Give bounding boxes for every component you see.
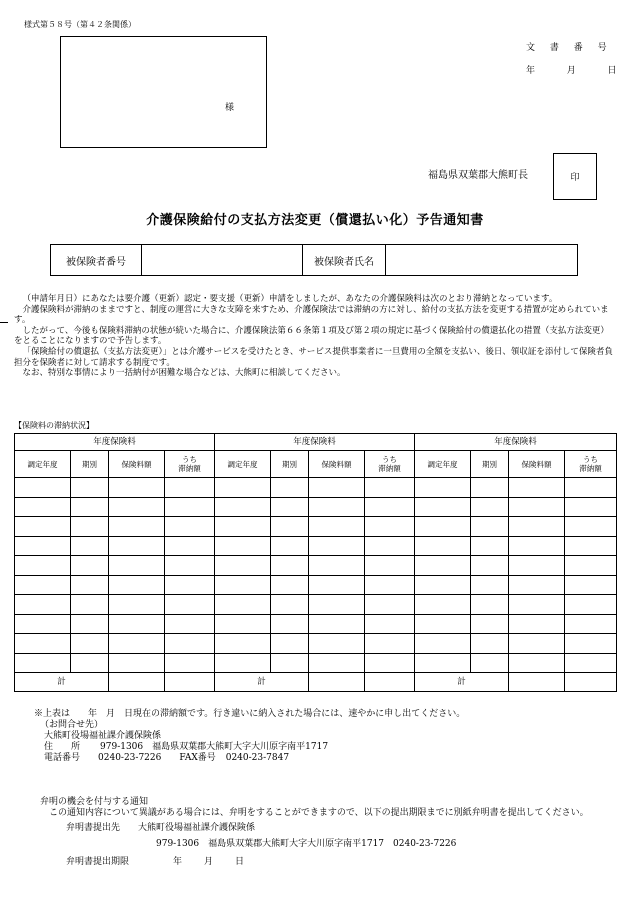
table-cell[interactable] (109, 634, 165, 654)
table-cell[interactable] (71, 517, 109, 537)
table-row (15, 575, 617, 595)
table-row (15, 497, 617, 517)
table-cell[interactable] (309, 497, 365, 517)
table-cell[interactable] (271, 575, 309, 595)
table-cell[interactable] (15, 595, 71, 615)
table-cell[interactable] (565, 653, 617, 673)
table-cell[interactable] (509, 575, 565, 595)
table-cell[interactable] (15, 517, 71, 537)
table-cell[interactable] (309, 478, 365, 498)
official-stamp: 印 (553, 153, 597, 200)
fax-value: 0240-23-7847 (225, 753, 290, 763)
table-cell[interactable] (215, 497, 271, 517)
column-header: 調定年度 (215, 451, 271, 478)
table-cell[interactable] (471, 478, 509, 498)
table-cell[interactable] (215, 536, 271, 556)
insured-name-label: 被保険者氏名 (303, 245, 386, 275)
table-cell[interactable] (365, 575, 415, 595)
table-cell[interactable] (71, 536, 109, 556)
group-header: 年度保険料 (415, 434, 617, 451)
table-cell[interactable] (165, 478, 215, 498)
table-cell[interactable] (565, 497, 617, 517)
phone-value: 0240-23-7226 (98, 753, 162, 763)
table-cell[interactable] (415, 614, 471, 634)
contact-office: 大熊町役場福祉課介護保険係 (44, 731, 162, 741)
table-cell[interactable] (215, 556, 271, 576)
group-header-row (15, 434, 617, 451)
notice-text: この通知内容について異議がある場合には、弁明をすることができますので、以下の提出期限までに別紙弁明書を提出してください。 (49, 808, 589, 818)
table-cell[interactable] (109, 497, 165, 517)
table-cell[interactable] (415, 634, 471, 654)
table-cell[interactable] (71, 634, 109, 654)
deadline-day: 日 (235, 857, 245, 867)
column-header: 保険料額 (109, 451, 165, 478)
table-cell[interactable] (365, 536, 415, 556)
table-cell[interactable] (415, 478, 471, 498)
table-cell[interactable] (15, 653, 71, 673)
form-number: 様式第５８号（第４２条関係） (24, 20, 136, 29)
table-cell[interactable] (565, 634, 617, 654)
table-cell[interactable] (509, 634, 565, 654)
table-cell[interactable] (365, 497, 415, 517)
table-cell[interactable] (165, 556, 215, 576)
table-cell[interactable] (309, 614, 365, 634)
mayor-name: 福島県双葉郡大熊町長 (428, 170, 528, 181)
notice-heading: 弁明の機会を付与する通知 (40, 797, 149, 807)
table-cell[interactable] (165, 653, 215, 673)
table-cell[interactable] (509, 478, 565, 498)
table-cell[interactable] (415, 575, 471, 595)
table-cell[interactable] (109, 536, 165, 556)
table-row (15, 614, 617, 634)
table-cell[interactable] (509, 497, 565, 517)
table-cell[interactable] (71, 653, 109, 673)
table-cell[interactable] (509, 595, 565, 615)
table-cell[interactable] (415, 595, 471, 615)
margin-mark (0, 322, 8, 323)
table-cell[interactable] (365, 614, 415, 634)
addressee-box (60, 36, 267, 148)
body-paragraph-4: 「保険給付の償還払（支払方法変更）」とは介護サービスを受けたとき、サービス提供事業者に一旦費用の全額を支払い、後日、領収証を添付して保険者負担分を保険者に対して請求する制度です。 (14, 346, 613, 368)
table-cell[interactable] (15, 536, 71, 556)
date-month: 月 (566, 66, 576, 76)
total-cell[interactable] (509, 673, 565, 692)
table-cell[interactable] (509, 614, 565, 634)
table-cell[interactable] (309, 575, 365, 595)
deadline-year: 年 (173, 857, 183, 867)
insured-number-field[interactable] (142, 245, 303, 275)
table-cell[interactable] (471, 575, 509, 595)
phone-label: 電話番号 (44, 753, 81, 763)
table-cell[interactable] (71, 575, 109, 595)
column-header: 保険料額 (509, 451, 565, 478)
table-cell[interactable] (15, 575, 71, 595)
table-cell[interactable] (271, 653, 309, 673)
table-row (15, 536, 617, 556)
table-cell[interactable] (165, 536, 215, 556)
table-cell[interactable] (509, 556, 565, 576)
table-cell[interactable] (165, 517, 215, 537)
table-cell[interactable] (215, 614, 271, 634)
table-cell[interactable] (415, 497, 471, 517)
table-cell[interactable] (15, 478, 71, 498)
document-number-label: 文 書 番 号 (526, 43, 613, 53)
table-cell[interactable] (215, 653, 271, 673)
column-header: うち 滞納額 (365, 451, 415, 478)
table-cell[interactable] (471, 634, 509, 654)
body-paragraph-1: （申請年月日）にあなたは要介護（更新）認定・要支援（更新）申請をしましたが、あなたの介護保険料は次のとおり滞納となっています。 (22, 294, 558, 304)
table-cell[interactable] (109, 478, 165, 498)
table-cell[interactable] (109, 575, 165, 595)
table-cell[interactable] (471, 517, 509, 537)
table-cell[interactable] (471, 595, 509, 615)
column-header: 調定年度 (15, 451, 71, 478)
table-cell[interactable] (271, 536, 309, 556)
table-cell[interactable] (109, 517, 165, 537)
table-cell[interactable] (271, 634, 309, 654)
total-cell[interactable] (165, 673, 215, 692)
table-cell[interactable] (71, 595, 109, 615)
table-cell[interactable] (415, 517, 471, 537)
submit-to-line (66, 823, 615, 834)
total-label: 計 (215, 673, 309, 692)
total-cell[interactable] (109, 673, 165, 692)
notice-section (40, 797, 615, 868)
table-cell[interactable] (509, 517, 565, 537)
table-row (15, 517, 617, 537)
table-cell[interactable] (71, 614, 109, 634)
insured-number-label: 被保険者番号 (51, 245, 142, 275)
table-cell[interactable] (471, 536, 509, 556)
submit-to-label: 弁明書提出先 (66, 823, 121, 833)
submit-to-office: 大熊町役場福祉課介護保険係 (138, 823, 256, 833)
total-label: 計 (15, 673, 109, 692)
column-header: うち 滞納額 (565, 451, 617, 478)
table-cell[interactable] (215, 478, 271, 498)
column-header: 期別 (471, 451, 509, 478)
table-cell[interactable] (471, 614, 509, 634)
table-cell[interactable] (565, 556, 617, 576)
table-cell[interactable] (215, 575, 271, 595)
table-cell[interactable] (309, 653, 365, 673)
table-cell[interactable] (109, 653, 165, 673)
column-header-row (15, 451, 617, 478)
total-cell[interactable] (565, 673, 617, 692)
notice-body (14, 294, 614, 379)
table-cell[interactable] (309, 536, 365, 556)
table-cell[interactable] (509, 653, 565, 673)
total-cell[interactable] (365, 673, 415, 692)
column-header: うち 滞納額 (165, 451, 215, 478)
status-note: ※上表は 年 月 日現在の滞納額です。行き違いに納入された場合には、速やかに申し出てください。 (34, 709, 466, 719)
contact-heading: （お問合せ先） (40, 720, 104, 730)
table-cell[interactable] (565, 595, 617, 615)
body-paragraph-3: したがって、今後も保険料滞納の状態が続いた場合に、介護保険法第６６条第１項及び第２項の規定に基づく保険給付の償還払化の措置（支払方法変更）をとることになりますので予告します。 (14, 325, 609, 347)
table-cell[interactable] (365, 595, 415, 615)
table-cell[interactable] (109, 556, 165, 576)
table-cell[interactable] (271, 517, 309, 537)
table-cell[interactable] (565, 478, 617, 498)
table-cell[interactable] (415, 536, 471, 556)
table-cell[interactable] (165, 634, 215, 654)
table-cell[interactable] (71, 497, 109, 517)
table-cell[interactable] (271, 595, 309, 615)
table-cell[interactable] (71, 478, 109, 498)
body-paragraph-5: なお、特別な事情により一括納付が困難な場合などは、大熊町に相談してください。 (22, 368, 346, 379)
total-row (15, 673, 617, 692)
issue-date (526, 66, 617, 77)
table-cell[interactable] (365, 556, 415, 576)
table-cell[interactable] (109, 595, 165, 615)
table-cell[interactable] (565, 575, 617, 595)
table-cell[interactable] (271, 478, 309, 498)
table-cell[interactable] (271, 556, 309, 576)
contact-address-line (44, 742, 614, 753)
table-cell[interactable] (15, 634, 71, 654)
table-cell[interactable] (165, 595, 215, 615)
date-day: 日 (607, 66, 617, 76)
table-row (15, 653, 617, 673)
insured-info-table (50, 244, 578, 276)
deadline-month: 月 (204, 857, 214, 867)
arrears-table (14, 433, 617, 692)
table-cell[interactable] (15, 614, 71, 634)
table-row (15, 478, 617, 498)
table-cell[interactable] (565, 517, 617, 537)
table-cell[interactable] (365, 653, 415, 673)
table-cell[interactable] (565, 614, 617, 634)
table-cell[interactable] (565, 536, 617, 556)
table-cell[interactable] (471, 653, 509, 673)
table-cell[interactable] (215, 634, 271, 654)
date-year: 年 (526, 66, 536, 76)
body-paragraph-2: 介護保険料が滞納のままですと、制度の運営に大きな支障を来すため、介護保険法では滞納の方に対し、給付の支払方法を変更する措置が定められています。 (14, 304, 609, 326)
table-cell[interactable] (215, 595, 271, 615)
table-cell[interactable] (365, 517, 415, 537)
total-cell[interactable] (309, 673, 365, 692)
table-cell[interactable] (471, 497, 509, 517)
column-header: 保険料額 (309, 451, 365, 478)
submit-to-address: 979-1306 福島県双葉郡大熊町大字大川原字南平1717 0240-23-7226 (156, 839, 457, 849)
table-row (15, 556, 617, 576)
table-cell[interactable] (165, 614, 215, 634)
table-row (15, 595, 617, 615)
table-cell[interactable] (471, 556, 509, 576)
arrears-section-label: 【保険料の滞納状況】 (14, 421, 94, 430)
table-row (15, 634, 617, 654)
group-header: 年度保険料 (215, 434, 415, 451)
address-label: 住 所 (44, 742, 81, 752)
table-cell[interactable] (71, 556, 109, 576)
table-cell[interactable] (309, 556, 365, 576)
table-cell[interactable] (415, 556, 471, 576)
deadline-label: 弁明書提出期限 (66, 857, 130, 867)
insured-name-field[interactable] (386, 245, 577, 275)
table-cell[interactable] (271, 614, 309, 634)
group-header: 年度保険料 (15, 434, 215, 451)
table-cell[interactable] (15, 556, 71, 576)
table-cell[interactable] (309, 595, 365, 615)
column-header: 期別 (271, 451, 309, 478)
total-label: 計 (415, 673, 509, 692)
table-cell[interactable] (165, 575, 215, 595)
table-cell[interactable] (271, 497, 309, 517)
table-cell[interactable] (415, 653, 471, 673)
address-value: 979-1306 福島県双葉郡大熊町大字大川原字南平1717 (100, 742, 329, 752)
contact-phone-line (44, 753, 614, 764)
deadline-line (66, 857, 615, 868)
table-cell[interactable] (15, 497, 71, 517)
page-title: 介護保険給付の支払方法変更（償還払い化）予告通知書 (146, 213, 484, 228)
table-cell[interactable] (365, 634, 415, 654)
table-cell[interactable] (215, 517, 271, 537)
table-cell[interactable] (165, 497, 215, 517)
contact-section (34, 709, 614, 764)
table-cell[interactable] (309, 634, 365, 654)
column-header: 調定年度 (415, 451, 471, 478)
addressee-suffix: 様 (225, 103, 235, 113)
table-cell[interactable] (109, 614, 165, 634)
table-cell[interactable] (309, 517, 365, 537)
table-cell[interactable] (509, 536, 565, 556)
column-header: 期別 (71, 451, 109, 478)
fax-label: FAX番号 (179, 753, 216, 763)
table-cell[interactable] (365, 478, 415, 498)
